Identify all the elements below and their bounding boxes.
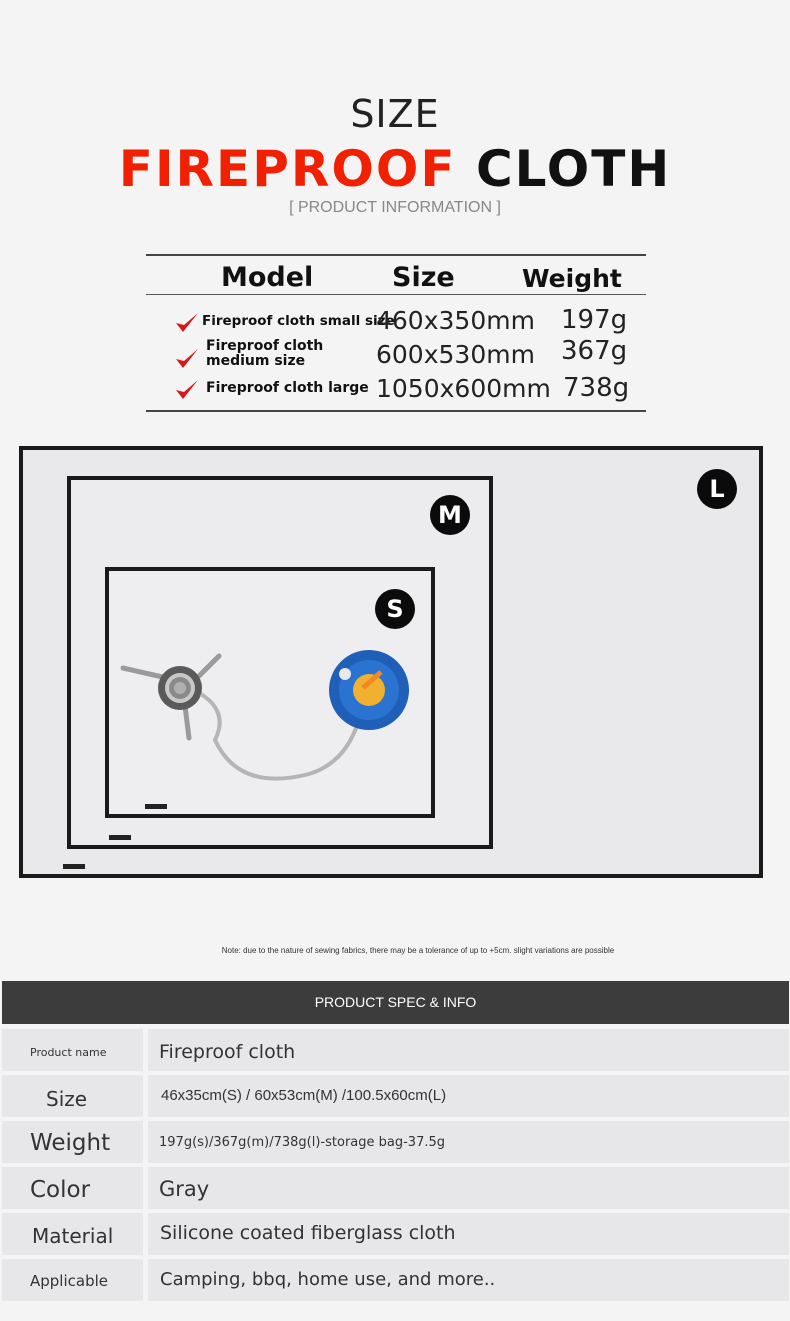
model-size: 460x350mm [376,306,535,335]
spec-label-cell [2,1075,143,1117]
table-row [146,304,646,338]
model-weight: 738g [563,373,630,403]
model-name-line: medium size [206,353,306,369]
spec-label: Product name [30,1046,107,1059]
spec-row [2,1167,789,1209]
spec-value-cell [148,1167,789,1209]
spec-label: Weight [30,1130,111,1156]
spec-label-cell [2,1259,143,1301]
spec-value: Fireproof cloth [159,1041,296,1063]
spec-label: Color [30,1177,91,1203]
model-name [206,381,369,396]
table-row [146,372,646,406]
model-size-table [146,254,646,412]
model-name-line: Fireproof cloth [206,338,324,354]
spec-label-cell [2,1121,143,1163]
tolerance-note: Note: due to the nature of sewing fabrics, there may be a tolerance of up to +5cm. slight variations are possible [221,946,615,955]
check-icon [174,311,200,335]
model-weight: 197g [561,305,628,335]
size-badge-medium: M [430,495,470,535]
spec-value: Gray [159,1177,210,1201]
size-badge-small: S [375,589,415,629]
model-name-line: Fireproof cloth small size [202,313,395,329]
column-header-model: Model [221,262,314,293]
spec-row [2,1121,789,1163]
stove-icon [123,656,361,779]
spec-label: Size [46,1087,88,1111]
title-fireproof: FIREPROOF [118,140,457,198]
spec-row [2,1259,789,1301]
gas-canister-icon [329,650,409,730]
model-weight: 367g [561,336,628,366]
size-heading: SIZE [350,92,440,136]
product-information-subtitle: [ PRODUCT INFORMATION ] [289,199,501,216]
model-name-line: Fireproof cloth large [206,380,369,396]
page-title [0,140,790,198]
cloth-label-tag [63,864,85,869]
title-cloth: CLOTH [475,140,672,198]
cloth-label-tag [145,804,167,809]
spec-value-cell [148,1075,789,1117]
check-icon [174,378,200,402]
spec-value: 197g(s)/367g(m)/738g(l)-storage bag-37.5g [159,1135,445,1150]
spec-value-cell [148,1213,789,1255]
spec-value: Silicone coated fiberglass cloth [160,1222,456,1244]
spec-value-cell [148,1259,789,1301]
column-header-weight: Weight [522,264,622,293]
camping-stove-illustration [119,642,419,802]
model-name [206,339,323,369]
spec-value-cell [148,1121,789,1163]
spec-value: Camping, bbq, home use, and more.. [160,1269,496,1290]
header-divider [146,294,646,295]
spec-label-cell [2,1029,143,1071]
spec-label: Applicable [30,1272,108,1290]
table-row [146,338,646,372]
spec-value: 46x35cm(S) / 60x53cm(M) /100.5x60cm(L) [161,1087,447,1104]
spec-header: PRODUCT SPEC & INFO [2,981,789,1024]
check-icon [174,347,200,371]
size-badge-large: L [697,469,737,509]
spec-row [2,1213,789,1255]
column-header-size: Size [392,262,455,293]
spec-label-cell [2,1213,143,1255]
model-size: 1050x600mm [376,374,551,403]
spec-row [2,1029,789,1071]
product-photo [19,446,761,878]
spec-label: Material [32,1224,114,1248]
model-name [202,314,395,329]
spec-value-cell [148,1029,789,1071]
model-size: 600x530mm [376,340,535,369]
spec-row [2,1075,789,1117]
cloth-label-tag [109,835,131,840]
spec-label-cell [2,1167,143,1209]
